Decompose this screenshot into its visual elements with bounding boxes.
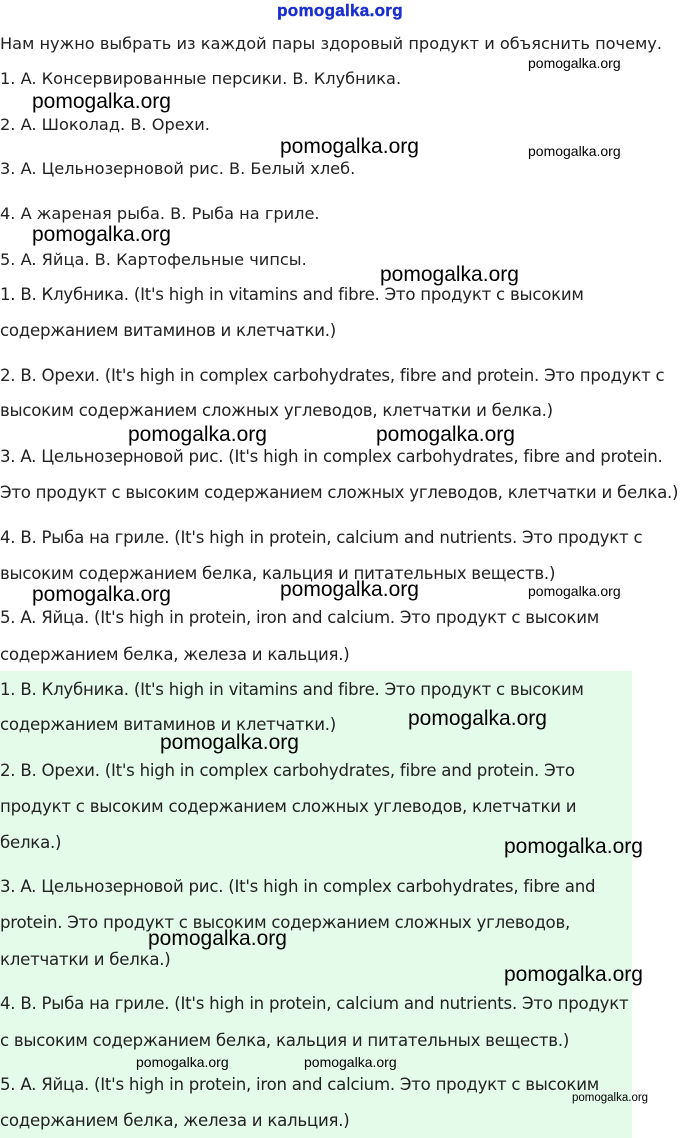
answer-line: содержанием витаминов и клетчатки.) [0, 321, 337, 340]
highlighted-answer-line: 3. A. Цельнозерновой рис. (It's high in complex carbohydrates, fibre and [0, 877, 596, 896]
highlighted-answer-line: содержанием белка, железа и кальция.) [0, 1111, 350, 1130]
answer-line: содержанием белка, железа и кальция.) [0, 645, 350, 664]
answer-line: 5. A. Яйца. (It's high in protein, iron and calcium. Это продукт с высоким [0, 608, 600, 627]
watermark: pomogalka.org [376, 423, 515, 446]
highlighted-answer-line: 2. B. Орехи. (It's high in complex carbohydrates, fibre and protein. Это [0, 761, 575, 780]
watermark: pomogalka.org [504, 835, 643, 858]
task-pair-3: 3. A. Цельнозерновой рис. B. Белый хлеб. [0, 159, 356, 178]
highlighted-answer-line: 1. B. Клубника. (It's high in vitamins and fibre. Это продукт с высоким [0, 680, 584, 699]
task-prompt: Нам нужно выбрать из каждой пары здоровый продукт и объяснить почему. [0, 34, 663, 53]
watermark: pomogalka.org [528, 143, 621, 159]
answer-line: 2. B. Орехи. (It's high in complex carbohydrates, fibre and protein. Это продукт с [0, 366, 665, 385]
answer-line: Это продукт с высоким содержанием сложных углеводов, клетчатки и белка.) [0, 483, 679, 502]
answer-line: высоким содержанием сложных углеводов, клетчатки и белка.) [0, 401, 553, 420]
watermark: pomogalka.org [280, 135, 419, 158]
watermark: pomogalka.org [528, 583, 621, 599]
watermark: pomogalka.org [380, 263, 519, 286]
highlighted-answer-line: клетчатки и белка.) [0, 950, 171, 969]
answer-line: 1. B. Клубника. (It's high in vitamins and fibre. Это продукт с высоким [0, 285, 584, 304]
watermark: pomogalka.org [572, 1092, 649, 1104]
task-pair-1: 1. A. Консервированные персики. B. Клубника. [0, 69, 402, 88]
highlighted-answer-line: продукт с высоким содержанием сложных углеводов, клетчатки и [0, 797, 577, 816]
watermark: pomogalka.org [528, 55, 621, 71]
answer-line: высоким содержанием белка, кальция и питательных веществ.) [0, 564, 556, 583]
watermark: pomogalka.org [32, 90, 171, 113]
site-logo[interactable]: pomogalka.org [277, 1, 403, 20]
watermark: pomogalka.org [148, 927, 287, 950]
watermark: pomogalka.org [504, 963, 643, 986]
highlighted-answer-line: содержанием витаминов и клетчатки.) [0, 715, 337, 734]
task-pair-4: 4. A жареная рыба. B. Рыба на гриле. [0, 204, 320, 223]
watermark: pomogalka.org [32, 583, 171, 606]
watermark: pomogalka.org [408, 707, 547, 730]
watermark: pomogalka.org [136, 1054, 229, 1070]
highlighted-answer-line: 4. B. Рыба на гриле. (It's high in protein, calcium and nutrients. Это продукт [0, 994, 629, 1013]
task-pair-2: 2. A. Шоколад. B. Орехи. [0, 115, 210, 134]
highlighted-answer-line: с высоким содержанием белка, кальция и питательных веществ.) [0, 1031, 570, 1050]
answer-line: 4. B. Рыба на гриле. (It's high in protein, calcium and nutrients. Это продукт с [0, 528, 643, 547]
watermark: pomogalka.org [32, 223, 171, 246]
highlighted-answer-line: 5. A. Яйца. (It's high in protein, iron and calcium. Это продукт с высоким [0, 1075, 600, 1094]
watermark: pomogalka.org [280, 578, 419, 601]
highlighted-answer-line: protein. Это продукт с высоким содержанием сложных углеводов, [0, 913, 570, 932]
answer-line: 3. A. Цельнозерновой рис. (It's high in complex carbohydrates, fibre and protein. [0, 447, 663, 466]
highlighted-answer-line: белка.) [0, 833, 62, 852]
task-pair-5: 5. A. Яйца. B. Картофельные чипсы. [0, 250, 307, 269]
watermark: pomogalka.org [160, 731, 299, 754]
watermark: pomogalka.org [304, 1054, 397, 1070]
watermark: pomogalka.org [128, 423, 267, 446]
